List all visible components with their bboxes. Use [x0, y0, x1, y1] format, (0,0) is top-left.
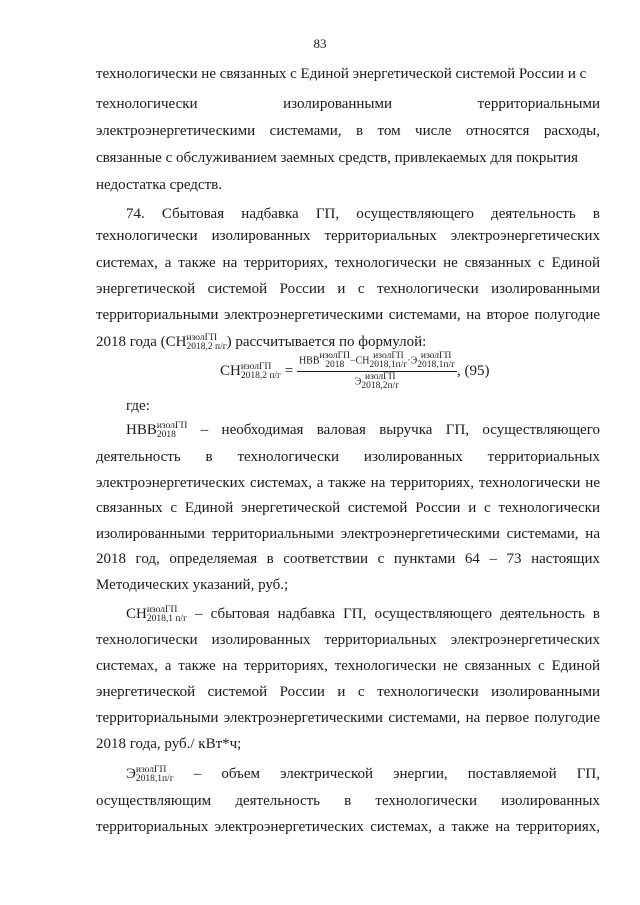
- text-line: технологически не связанных с Единой энергетической системой России и с: [96, 66, 587, 82]
- formula-95: СН изолГП 2018,2 п/г = НВВ изолГП 2018 −СН изолГП 2018,1п/г ·Э изолГП 2018,1п/г Э изолГП 2018,2п/г , (95): [220, 351, 490, 391]
- text-line: технологически изолированными территориальными: [96, 96, 600, 112]
- text-line: технологически изолированных территориальных электроэнергетических: [96, 228, 600, 244]
- definition-e: Э изолГП 2018,1п/г – объем электрической энергии, поставляемой ГП,: [126, 764, 600, 784]
- text-line: электроэнергетическими системами, в том числе относятся расходы,: [96, 123, 600, 139]
- where-label: где:: [126, 398, 150, 414]
- text-line: Методических указаний, руб.;: [96, 577, 289, 593]
- text-line: территориальными электроэнергетическими системами, на первое полугодие: [96, 710, 600, 726]
- text-line: системах, а также на территориях, технологически не связанных с Единой: [96, 255, 600, 271]
- text-line: 2018 год, определяемая в соответствии с пунктами 64 – 73 настоящих: [96, 551, 600, 567]
- text-line: территориальными электроэнергетическими системами, на второе полугодие: [96, 307, 600, 323]
- definition-sn: СН изолГП 2018,1 п/г – сбытовая надбавка ГП, осуществляющего деятельность в: [126, 604, 600, 624]
- text-line: связанных с Единой энергетической системой России и с технологически: [96, 500, 600, 516]
- text-line: электроэнергетических системах, а также на территориях, технологически не: [96, 475, 600, 491]
- text-line: энергетической системой России и с технологически изолированными: [96, 281, 600, 297]
- definition-nvv: НВВ изолГП 2018 – необходимая валовая выручка ГП, осуществляющего: [126, 420, 600, 440]
- text-line: системах, а также на территориях, технологически не связанных с Единой: [96, 658, 600, 674]
- text-line: энергетической системой России и с технологически изолированными: [96, 684, 600, 700]
- paragraph-74-line: 74. Сбытовая надбавка ГП, осуществляющего деятельность в: [126, 206, 600, 222]
- text-line: изолированными территориальными электроэнергетическими системами, на: [96, 526, 600, 542]
- formula-number: , (95): [457, 362, 490, 379]
- formula-fraction: НВВ изолГП 2018 −СН изолГП 2018,1п/г ·Э изолГП 2018,1п/г Э изолГП 2018,2п/г: [298, 351, 455, 391]
- text-line: технологически изолированных территориальных электроэнергетических: [96, 632, 600, 648]
- text-line: недостатка средств.: [96, 177, 222, 193]
- sn-symbol: СН изолГП 2018,2 п/г: [165, 332, 227, 352]
- text-line: территориальных электроэнергетических системах, а также на территориях,: [96, 819, 600, 835]
- page-number: 83: [313, 36, 327, 51]
- text-line: деятельность в технологически изолированных территориальных: [96, 449, 600, 465]
- text-line: связанные с обслуживанием заемных средств, привлекаемых для покрытия: [96, 150, 578, 166]
- text-line: 2018 года (СН изолГП 2018,2 п/г ) рассчитывается по формулой:: [96, 332, 427, 352]
- text-line: 2018 года, руб./ кВт*ч;: [96, 736, 242, 752]
- text-line: осуществляющим деятельность в технологически изолированных: [96, 793, 600, 809]
